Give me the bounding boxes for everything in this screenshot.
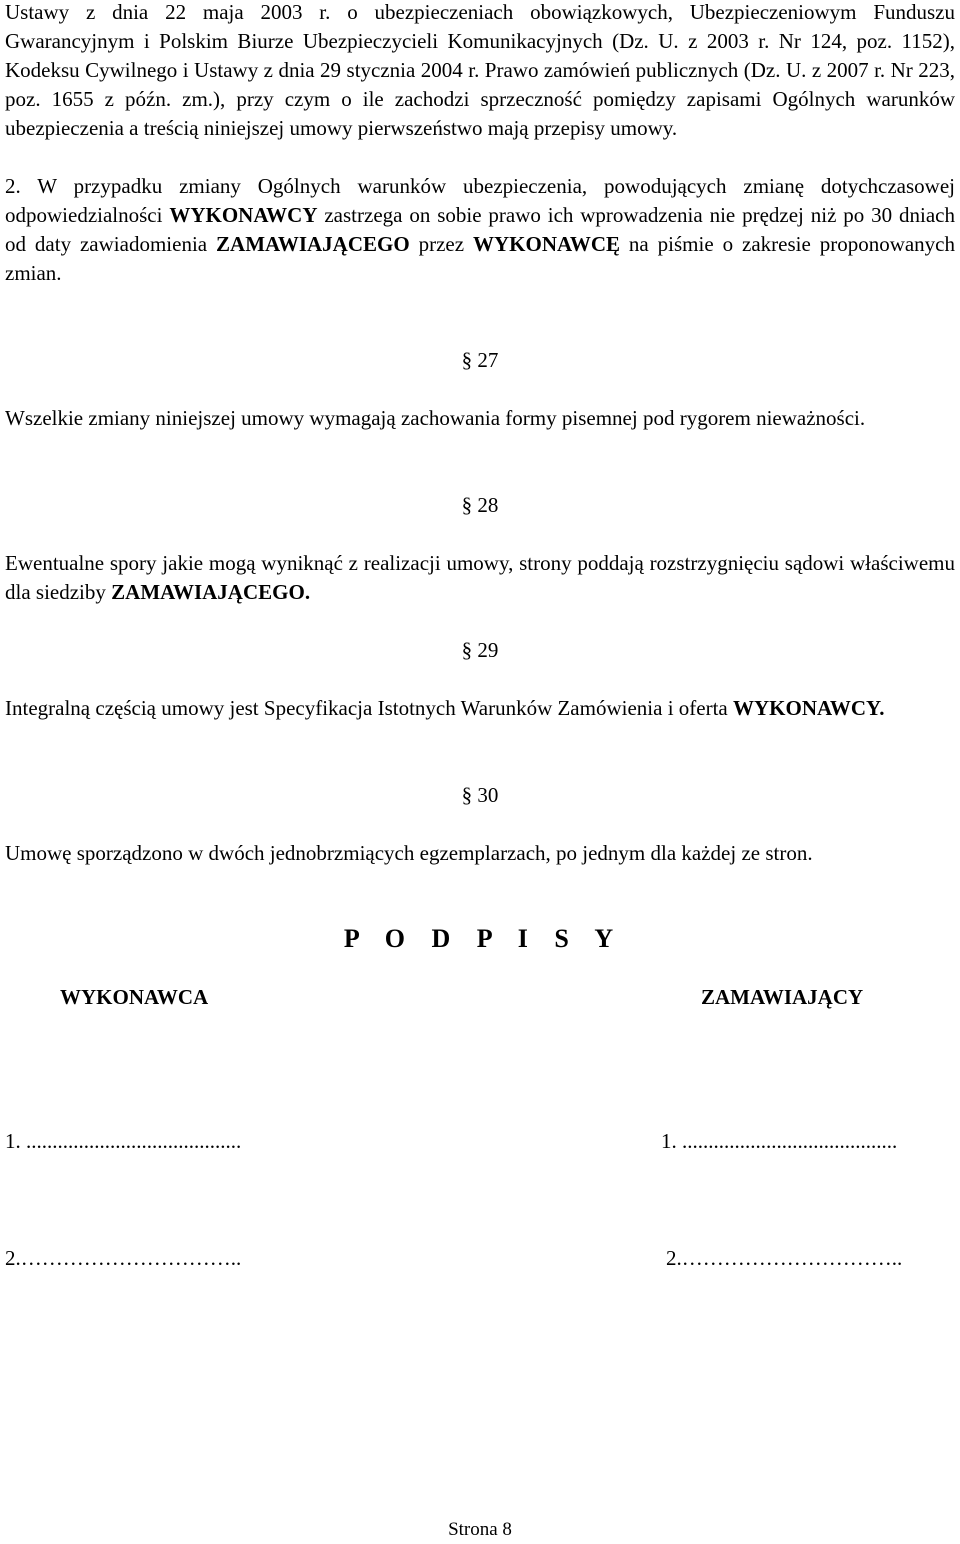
- paragraph-2-part-g: na piśmie o zakresie proponowanych zmian.: [5, 232, 955, 285]
- section-29-heading: § 29: [461, 638, 499, 662]
- signature-line-right-2: 2.…………………………..: [666, 1246, 903, 1270]
- paragraph-2: [5, 172, 955, 288]
- section-29-text: Integralną częścią umowy jest Specyfikacja Istotnych Warunków Zamówienia i oferta WYKONAWCY.: [5, 696, 885, 720]
- section-27-text: Wszelkie zmiany niniejszej umowy wymagają zachowania formy pisemnej pod rygorem nieważności.: [5, 406, 866, 430]
- paragraph-intro: Ustawy z dnia 22 maja 2003 r. o ubezpieczeniach obowiązkowych, Ubezpieczeniowym Funduszu Gwarancyjnym i Polskim Biurze Ubezpieczycieli Komunikacyjnych (Dz. U. z 2003 r. Nr 124, poz. 1152), Kodeksu Cywilnego i Ustawy z dnia 29 stycznia 2004 r. Prawo zamówień publicznych (Dz. U. z 2007 r. Nr 223, poz. 1655 z późn. zm.), przy czym o ile zachodzi sprzeczność pomiędzy zapisami Ogólnych warunków ubezpieczenia a treścią niniejszej umowy pierwszeństwo mają przepisy umowy.: [5, 0, 955, 140]
- signatures-title: P O D P I S Y: [343, 924, 617, 953]
- signature-line-left-2: 2.…………………………..: [5, 1246, 242, 1270]
- paragraph-2-part-e: przez: [409, 232, 473, 256]
- paragraph-2-part-c: zastrzega on sobie prawo ich wprowadzenia nie prędzej niż po 30 dniach od daty zawiadomienia: [5, 203, 955, 256]
- document-page: [5, 0, 955, 1540]
- paragraph-2-zamawiajacego: ZAMAWIAJĄCEGO: [216, 232, 410, 256]
- paragraph-2-part-a: 2. W przypadku zmiany Ogólnych warunków ubezpieczenia, powodujących zmianę dotychczasowej odpowiedzialności: [5, 174, 955, 227]
- section-28-heading: § 28: [461, 493, 499, 517]
- section-29-bold: WYKONAWCY.: [733, 696, 885, 720]
- paragraph-2-wykonawcy: WYKONAWCY: [169, 203, 318, 227]
- section-28-text: Ewentualne spory jakie mogą wyniknąć z realizacji umowy, strony poddają rozstrzygnięciu sądowi właściwemu dla siedziby ZAMAWIAJĄCEGO.: [5, 551, 955, 604]
- page-number: Strona 8: [448, 1519, 512, 1540]
- signature-party-left: WYKONAWCA: [60, 985, 209, 1009]
- section-30-heading: § 30: [461, 783, 499, 807]
- signature-line-left-1: 1. .........................................: [5, 1129, 242, 1153]
- section-27-heading: § 27: [461, 348, 499, 372]
- signature-line-right-1: 1. .........................................: [661, 1129, 898, 1153]
- signature-party-right: ZAMAWIAJĄCY: [701, 985, 864, 1009]
- section-28-bold: ZAMAWIAJĄCEGO.: [111, 580, 311, 604]
- paragraph-2-wykonawce: WYKONAWCĘ: [473, 232, 621, 256]
- section-30-text: Umowę sporządzono w dwóch jednobrzmiących egzemplarzach, po jednym dla każdej ze stron.: [5, 841, 813, 865]
